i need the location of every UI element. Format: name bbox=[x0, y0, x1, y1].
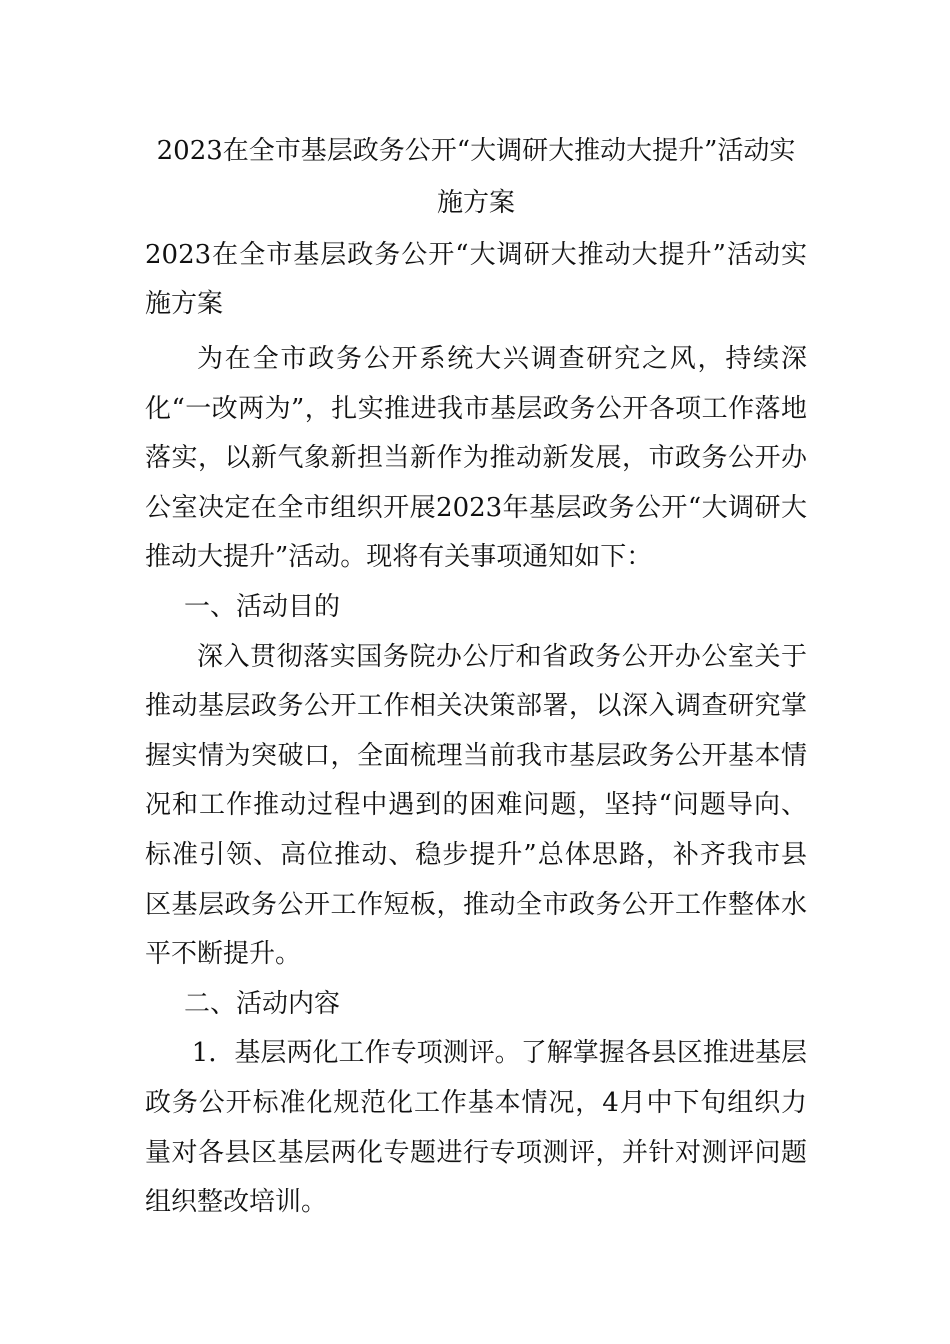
section-body-purpose: 深入贯彻落实国务院办公厅和省政务公开办公室关于推动基层政务公开工作相关决策部署，以深入调查研究掌握实情为突破口，全面梳理当前我市基层政务公开基本情况和工作推动过程中遇到的困难问题，坚持“问题导向、标准引领、高位推动、稳步提升”总体思路，补齐我市县区基层政务公开工作短板，推动全市政务公开工作整体水平不断提升。 bbox=[145, 641, 807, 970]
document-body bbox=[145, 125, 807, 1228]
intro-paragraph: 为在全市政务公开系统大兴调查研究之风，持续深化“一改两为”，扎实推进我市基层政务公开各项工作落地落实，以新气象新担当新作为推动新发展，市政务公开办公室决定在全市组织开展2023年基层政务公开“大调研大推动大提升”活动。现将有关事项通知如下： bbox=[145, 344, 807, 573]
document-subtitle: 2023在全市基层政务公开“大调研大推动大提升”活动实施方案 bbox=[145, 240, 807, 319]
list-item: 1．基层两化工作专项测评。了解掌握各县区推进基层政务公开标准化规范化工作基本情况，4月中下旬组织力量对各县区基层两化专题进行专项测评，并针对测评问题组织整改培训。 bbox=[145, 1038, 807, 1218]
document-title: 2023在全市基层政务公开“大调研大推动大提升”活动实施方案 bbox=[156, 136, 796, 218]
section-heading-purpose: 一、活动目的 bbox=[184, 591, 341, 622]
section-heading-content: 二、活动内容 bbox=[184, 988, 341, 1019]
